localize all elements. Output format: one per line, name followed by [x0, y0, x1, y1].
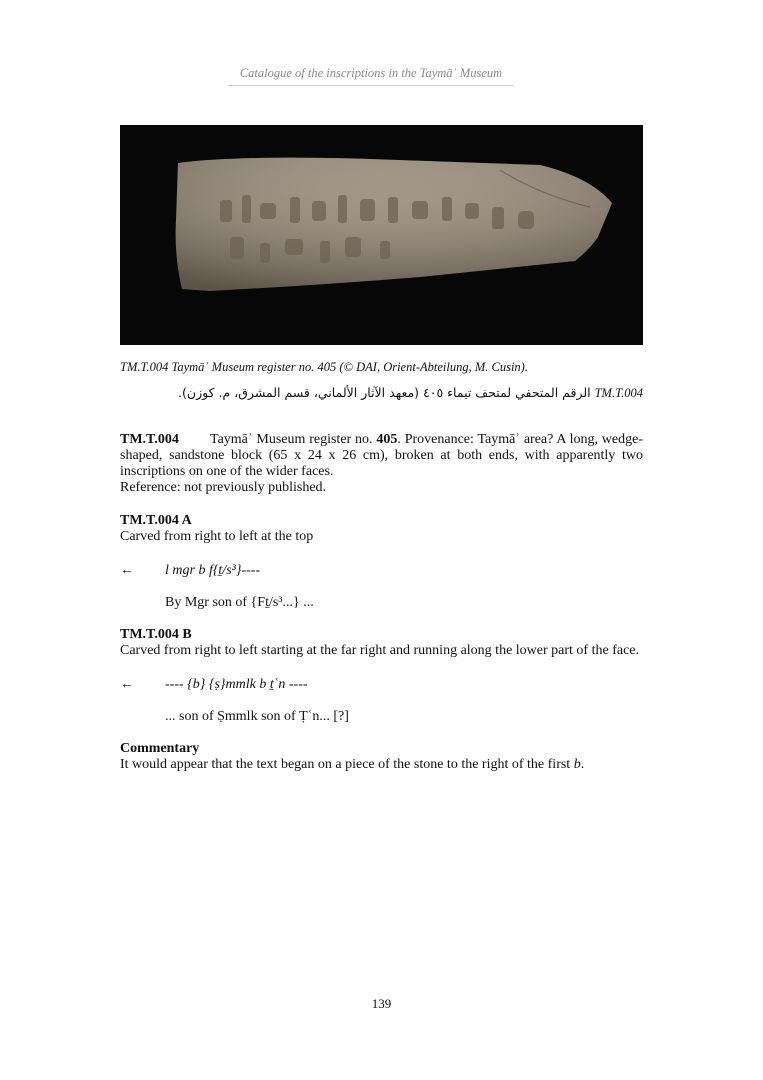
page-number: 139 — [371, 996, 392, 1011]
caption-arabic-id: TM.T.004 — [594, 386, 643, 400]
entry-id: TM.T.004 — [120, 432, 179, 447]
commentary-heading: Commentary — [120, 741, 200, 756]
inscription-photo — [120, 125, 643, 345]
commentary-text — [120, 757, 643, 773]
entry-reference: Reference: not previously published. — [120, 480, 327, 495]
entry-text-after: . Provenance: Taymāʾ area? A long, wedge-shaped, sandstone block (65 x 24 x 26 cm), broken at both ends, with apparently two inscriptions on one of the wider faces. — [120, 432, 643, 479]
left-arrow-icon: ← — [120, 677, 134, 692]
section-b-translation: ... son of Ṣmmlk son of Ṭʿn... [?] — [165, 709, 349, 724]
commentary-text-italic: b — [573, 757, 581, 772]
left-arrow-icon: ← — [120, 563, 134, 578]
running-head: Catalogue of the inscriptions in the Taymāʾ Museum — [228, 66, 514, 86]
section-a-translation: By Mgr son of {Fṯ/s³...} ... — [165, 595, 314, 610]
figure-caption-english: TM.T.004 Taymāʾ Museum register no. 405 (© DAI, Orient-Abteilung, M. Cusin). — [120, 360, 528, 374]
section-b-description: Carved from right to left starting at the far right and running along the lower part of the face. — [120, 643, 639, 658]
section-b-transliteration: ---- {b} {ṣ}mmlk b ṯʿn ---- — [165, 677, 308, 692]
entry-text-before: Taymāʾ Museum register no. — [210, 432, 377, 447]
register-number: 405 — [376, 432, 398, 447]
section-b-heading: TM.T.004 B — [120, 627, 192, 642]
section-a-transliteration: l mgr b f{ṯ/s³}---- — [165, 563, 261, 578]
commentary-text-before: It would appear that the text began on a piece of the stone to the right of the first — [120, 757, 574, 772]
catalogue-entry — [120, 432, 643, 496]
caption-arabic-text: الرقم المتحفي لمتحف تيماء ٤٠٥ (معهد الآثار الألماني، قسم المشرق، م. كوزن). — [178, 385, 591, 400]
figure-caption-arabic — [120, 385, 643, 401]
section-a-heading: TM.T.004 A — [120, 513, 192, 528]
commentary-text-after: . — [580, 757, 585, 772]
section-a-description: Carved from right to left at the top — [120, 529, 314, 544]
